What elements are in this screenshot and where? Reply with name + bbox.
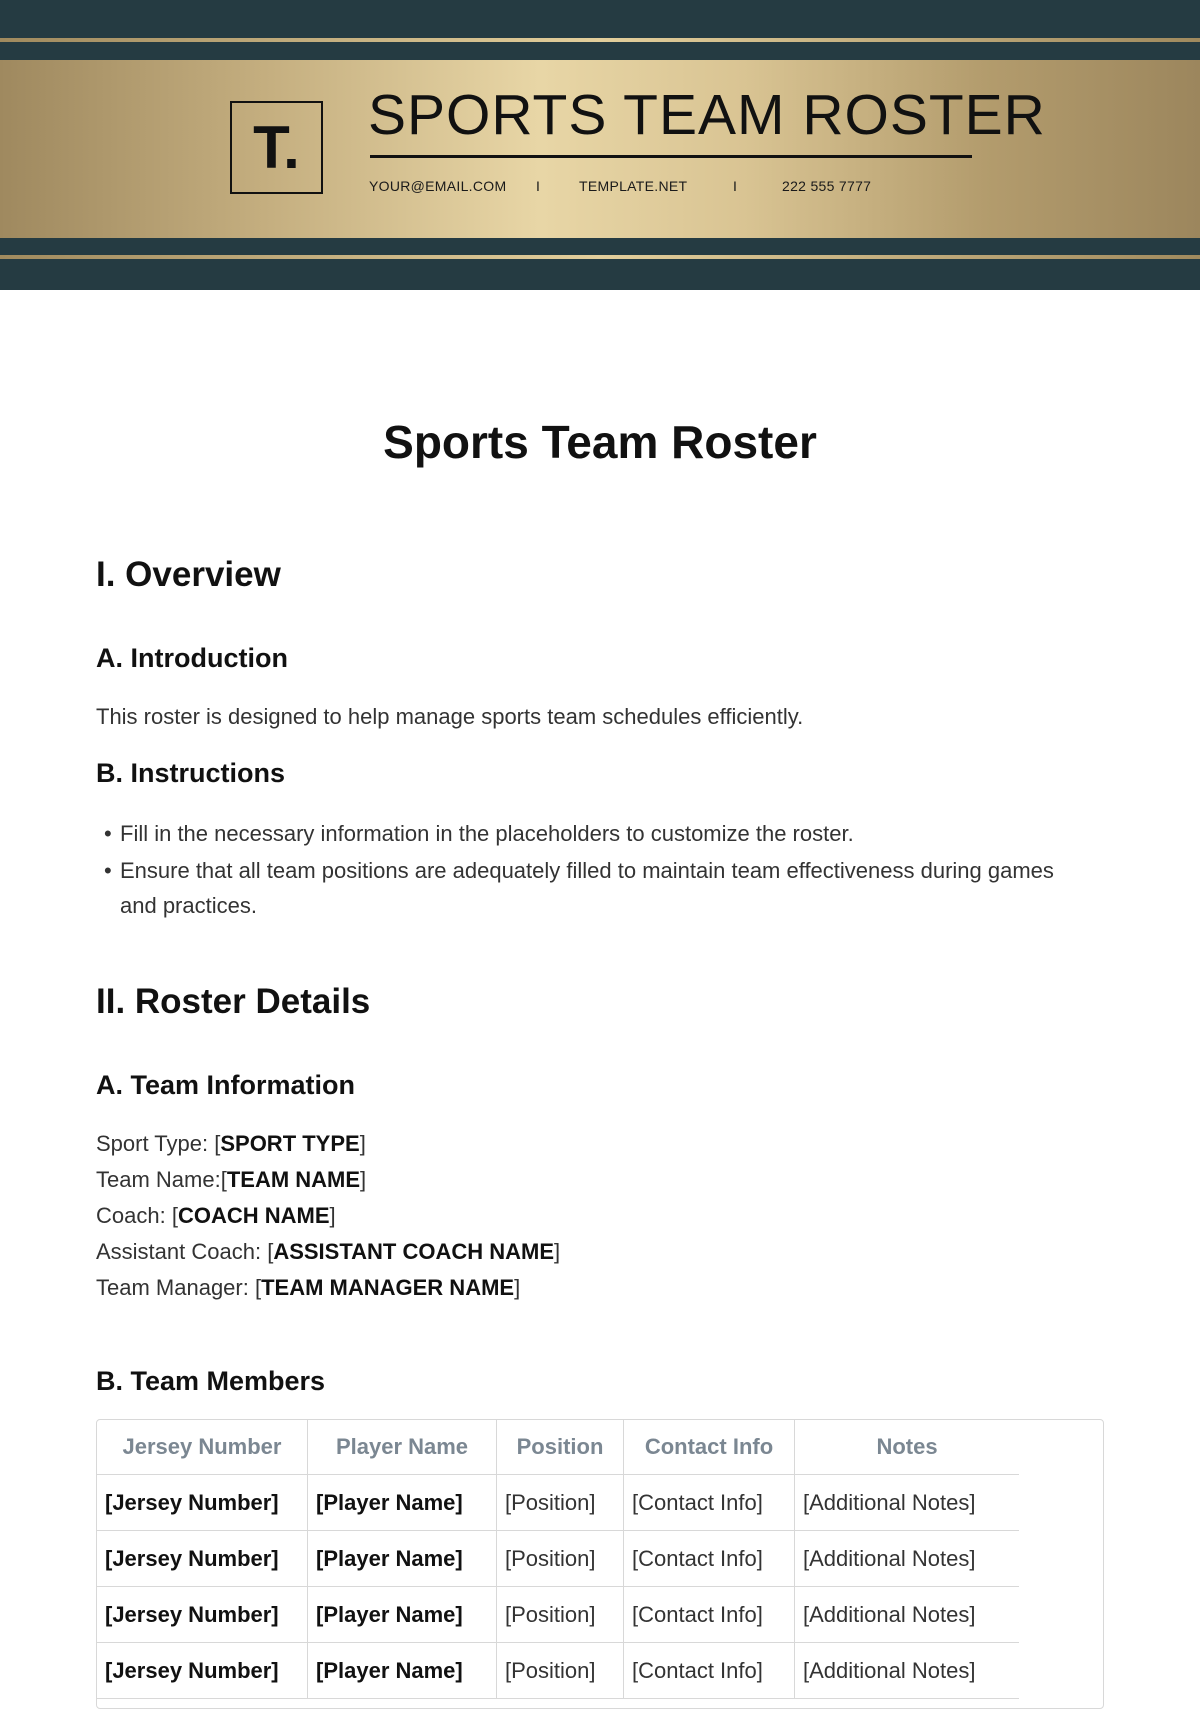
logo-text: T. (253, 114, 300, 181)
banner-bottom-line (0, 255, 1200, 259)
notes-cell: [Additional Notes] (795, 1531, 1020, 1587)
column-header-position: Position (497, 1420, 624, 1475)
position-cell: [Position] (497, 1587, 624, 1643)
column-header-jersey-number: Jersey Number (97, 1420, 308, 1475)
table-row (97, 1643, 1019, 1699)
info-line-sport-type: Sport Type: [SPORT TYPE] (96, 1131, 366, 1156)
team-information-heading: A. Team Information (96, 1070, 356, 1100)
notes-cell: [Additional Notes] (795, 1587, 1020, 1643)
introduction-heading: A. Introduction (96, 643, 288, 673)
contact-separator: I (536, 178, 541, 194)
jersey-number-cell: [Jersey Number] (97, 1587, 308, 1643)
jersey-number-cell: [Jersey Number] (97, 1643, 308, 1699)
sport-type-value: SPORT TYPE (220, 1131, 360, 1156)
team-members-table (97, 1420, 1019, 1699)
info-line-assistant-coach: Assistant Coach: [ASSISTANT COACH NAME] (96, 1239, 561, 1264)
column-header-notes: Notes (795, 1420, 1020, 1475)
contact-info-cell: [Contact Info] (624, 1587, 795, 1643)
table-row (97, 1531, 1019, 1587)
table-row (97, 1475, 1019, 1531)
info-line-coach: Coach: [COACH NAME] (96, 1203, 336, 1228)
jersey-number-cell: [Jersey Number] (97, 1475, 308, 1531)
player-name-cell: [Player Name] (308, 1531, 497, 1587)
contact-info-cell: [Contact Info] (624, 1531, 795, 1587)
contact-separator: I (733, 178, 738, 194)
coach-value: COACH NAME (177, 1203, 330, 1228)
document-title: Sports Team Roster (383, 416, 817, 468)
team-members-heading: B. Team Members (96, 1366, 326, 1396)
jersey-number-cell: [Jersey Number] (97, 1531, 308, 1587)
player-name-cell: [Player Name] (308, 1475, 497, 1531)
column-header-player-name: Player Name (308, 1420, 497, 1475)
list-item: • Ensure that all team positions are adequately filled to maintain team effectiveness during games and practices. (96, 853, 1096, 923)
contact-website: TEMPLATE.NET (579, 178, 688, 194)
info-line-team-manager: Team Manager: [TEAM MANAGER NAME] (96, 1275, 521, 1300)
assistant-coach-value: ASSISTANT COACH NAME (273, 1239, 555, 1264)
banner-title: SPORTS TEAM ROSTER (368, 83, 1046, 147)
position-cell: [Position] (497, 1531, 624, 1587)
team-manager-value: TEAM MANAGER NAME (261, 1275, 515, 1300)
contact-info-cell: [Contact Info] (624, 1475, 795, 1531)
contact-info-cell: [Contact Info] (624, 1643, 795, 1699)
position-cell: [Position] (497, 1643, 624, 1699)
table-row (97, 1587, 1019, 1643)
notes-cell: [Additional Notes] (795, 1475, 1020, 1531)
banner-divider (370, 155, 972, 158)
logo (230, 101, 323, 194)
introduction-text: This roster is designed to help manage sports team schedules efficiently. (96, 704, 804, 729)
instructions-heading: B. Instructions (96, 758, 286, 788)
contact-phone: 222 555 7777 (782, 178, 872, 194)
info-line-team-name: Team Name:[TEAM NAME] (96, 1167, 367, 1192)
list-item: • Fill in the necessary information in the placeholders to customize the roster. (96, 816, 1096, 851)
player-name-cell: [Player Name] (308, 1643, 497, 1699)
column-header-contact-info: Contact Info (624, 1420, 795, 1475)
section-roster-heading: II. Roster Details (96, 982, 371, 1021)
header-banner (0, 0, 1200, 290)
notes-cell: [Additional Notes] (795, 1643, 1020, 1699)
team-name-value: TEAM NAME (226, 1167, 361, 1192)
table-header-row (97, 1420, 1019, 1475)
team-information (96, 1126, 560, 1306)
banner-top-line (0, 38, 1200, 42)
section-overview-heading: I. Overview (96, 555, 281, 594)
position-cell: [Position] (497, 1475, 624, 1531)
player-name-cell: [Player Name] (308, 1587, 497, 1643)
instructions-list (96, 816, 1096, 925)
contact-email: YOUR@EMAIL.COM (369, 178, 507, 194)
